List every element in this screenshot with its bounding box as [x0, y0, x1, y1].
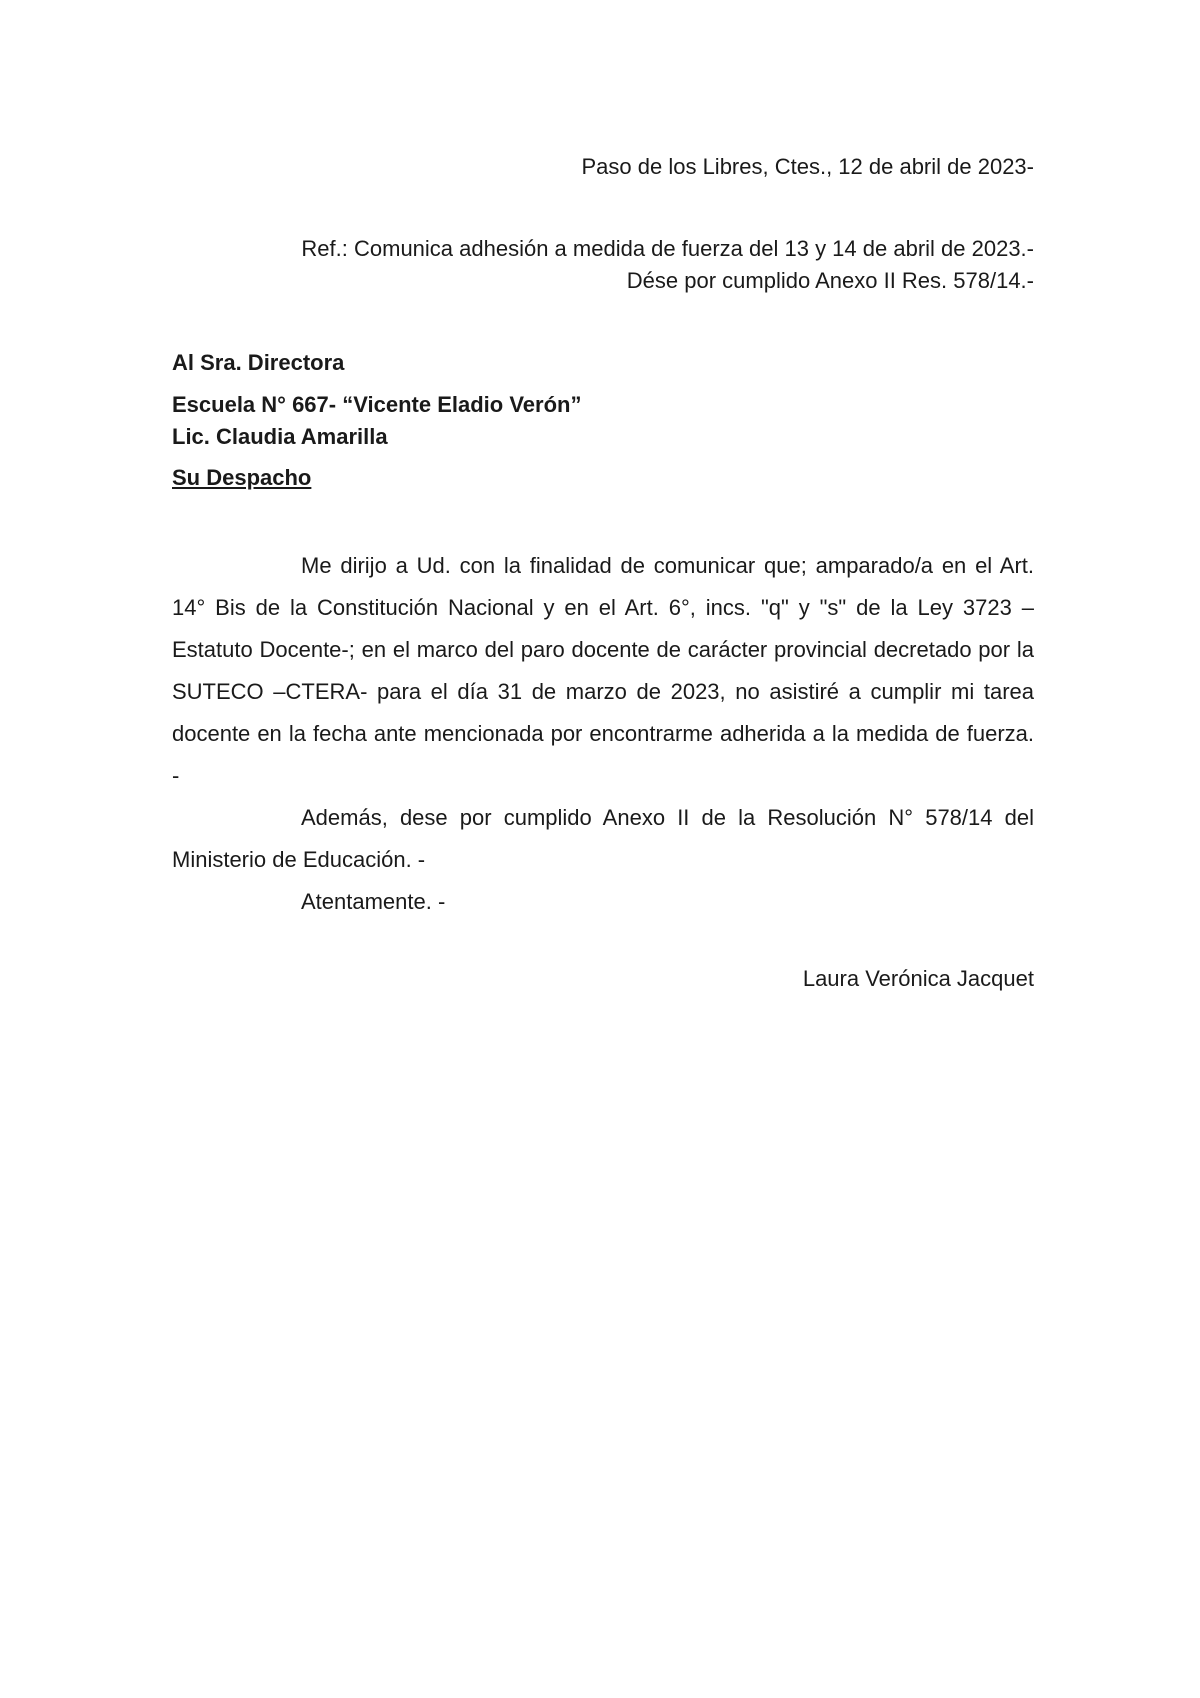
date-line: Paso de los Libres, Ctes., 12 de abril de 2023- [581, 154, 1034, 179]
addressee-title: Al Sra. Directora [172, 350, 345, 375]
body-paragraph-1: Me dirijo a Ud. con la finalidad de comunicar que; amparado/a en el Art. 14° Bis de la Constitución Nacional y en el Art. 6°, incs. "q" y "s" de la Ley 3723 –Estatuto Docente-; en el marco del paro docente de carácter provincial decretado por la SUTECO –CTERA- para el día 31 de marzo de 2023, no asistiré a cumplir mi tarea docente en la fecha ante mencionada por encontrarme adherida a la medida de fuerza. - [172, 553, 1034, 788]
letter-body [172, 545, 1034, 923]
addressee-school: Escuela N° 667- “Vicente Eladio Verón” [172, 392, 582, 417]
addressee-despacho: Su Despacho [172, 465, 312, 490]
signature-name: Laura Verónica Jacquet [802, 966, 1034, 991]
addressee-name: Lic. Claudia Amarilla [172, 424, 388, 449]
reference-line: Ref.: Comunica adhesión a medida de fuerza del 13 y 14 de abril de 2023.- [301, 236, 1034, 261]
closing-line: Atentamente. - [301, 889, 446, 914]
reference-line-continued: Dése por cumplido Anexo II Res. 578/14.- [626, 268, 1034, 293]
body-paragraph-2: Además, dese por cumplido Anexo II de la Resolución N° 578/14 del Ministerio de Educación. - [172, 805, 1034, 872]
